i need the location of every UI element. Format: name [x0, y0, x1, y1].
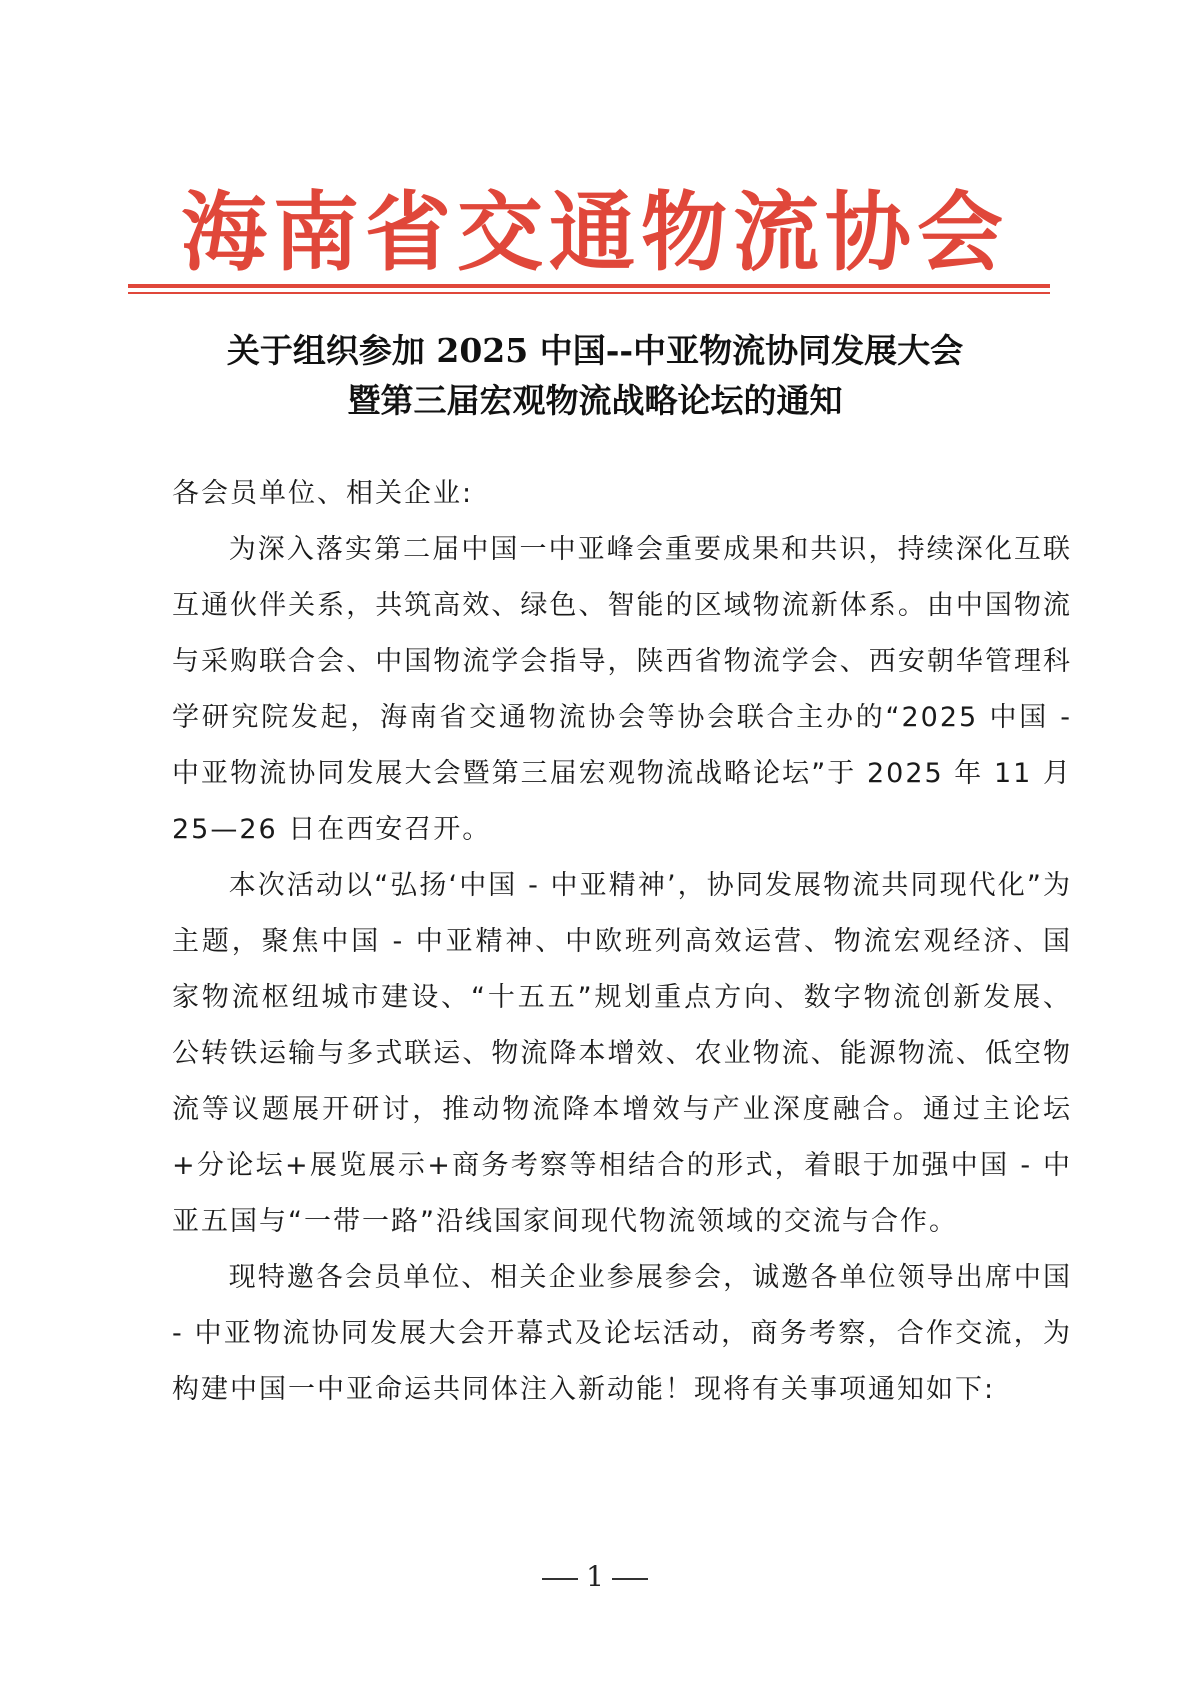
- body-paragraph-2: 本次活动以“弘扬‘中国 - 中亚精神’，协同发展物流共同现代化”为主题，聚焦中国 - 中亚精神、中欧班列高效运营、物流宏观经济、国家物流枢纽城市建设、“十五五”规划重点方向、数字物流创新发展、公转铁运输与多式联运、物流降本增效、农业物流、能源物流、低空物流等议题展开研讨，推动物流降本增效与产业深度融合。通过主论坛+分论坛+展览展示+商务考察等相结合的形式，着眼于加强中国 - 中亚五国与“一带一路”沿线国家间现代物流领域的交流与合作。: [172, 870, 1072, 1237]
- page-number-dash-right: [612, 1578, 648, 1580]
- body-paragraph-3: 现特邀各会员单位、相关企业参展参会，诚邀各单位领导出席中国 - 中亚物流协同发展大会开幕式及论坛活动，商务考察，合作交流，为构建中国一中亚命运共同体注入新动能！现将有关事项通知如下:: [172, 1262, 1072, 1405]
- body-paragraph-1: 为深入落实第二届中国一中亚峰会重要成果和共识，持续深化互联互通伙伴关系，共筑高效、绿色、智能的区域物流新体系。由中国物流与采购联合会、中国物流学会指导，陕西省物流学会、西安朝华管理科学研究院发起，海南省交通物流协会等协会联合主办的“2025 中国 - 中亚物流协同发展大会暨第三届宏观物流战略论坛”于 2025 年 11 月 25—26 日在西安召开。: [172, 534, 1072, 845]
- title-line-2: 暨第三届宏观物流战略论坛的通知: [347, 381, 843, 420]
- page-number: 1: [586, 1560, 604, 1593]
- organization-letterhead: 海南省交通物流协会: [181, 183, 1009, 283]
- document-title: [130, 326, 1060, 426]
- salutation: 各会员单位、相关企业:: [172, 478, 474, 509]
- title-line-1: 关于组织参加 2025 中国--中亚物流协同发展大会: [226, 331, 964, 370]
- document-body: [172, 466, 1072, 1418]
- page-number-dash-left: [542, 1578, 578, 1580]
- page-number-footer: [0, 1560, 1190, 1593]
- letterhead-rule-thin: [128, 292, 1050, 294]
- letterhead-rule-thick: [128, 284, 1050, 288]
